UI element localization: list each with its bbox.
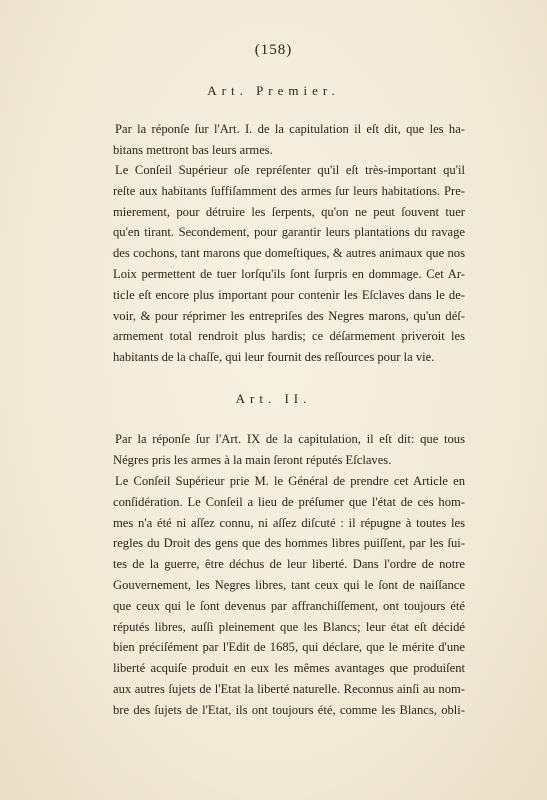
- text-line: Négres pris les armes à la main ſeront réputés Eſclaves.: [113, 452, 392, 467]
- text-line: bre des ſujets de l'Etat, ils ont toujours été, comme les Blancs, obli-: [113, 702, 465, 717]
- article-2-paragraph-2: [113, 471, 465, 721]
- text-line: liberté acquiſe produit en eux les mêmes avantages que produiſent: [113, 661, 465, 676]
- text-line: tes de la guerre, être déchus de leur liberté. Dans l'ordre de notre: [113, 557, 465, 572]
- text-line: regles du Droit des gens que des hommes libres puiſſent, par les ſui-: [113, 536, 465, 551]
- text-line: voir, & pour réprimer les entrepriſes des Negres marons, qu'un déſ-: [113, 308, 465, 323]
- text-line: mierement, pour détruire les ſerpents, qu'on ne peut ſouvent tuer: [113, 204, 465, 219]
- text-line: Loix permettent de tuer lorſqu'ils ſont ſurpris en dommage. Cet Ar-: [113, 266, 465, 281]
- text-line: armement total rendroit plus hardis; ce déſarmement priveroit les: [113, 329, 465, 344]
- text-line: Gouvernement, les Negres libres, tant ceux qui le ſont de naiſſance: [113, 577, 465, 592]
- article-heading-premier: Art. Premier.: [207, 83, 340, 98]
- text-line: bien préciſément par l'Edit de 1685, qui déclare, que le mérite d'une: [113, 640, 465, 655]
- text-line: des cochons, tant marons que domeſtiques, & autres animaux que nos: [113, 246, 465, 261]
- article-1-paragraph-2: [113, 160, 465, 368]
- text-line: Le Conſeil Supérieur oſe repréſenter qu'il eſt très-important qu'il: [115, 163, 465, 177]
- text-line: ticle eſt encore plus important pour contenir les Eſclaves dans le de-: [113, 287, 465, 302]
- text-line: aux autres ſujets de l'Etat la liberté naturelle. Reconnus ainſi au nom-: [113, 681, 465, 696]
- article-heading-ii: Art. II.: [235, 391, 312, 406]
- text-line: conſidération. Le Conſeil a lieu de préſumer que l'état de ces hom-: [113, 494, 465, 509]
- text-line: qu'en tirant. Secondement, pour garantir leurs plantations du ravage: [113, 225, 465, 240]
- text-line: Par la réponſe ſur l'Art. I. de la capitulation il eſt dit, que les ha-: [115, 122, 465, 136]
- text-line: Par la réponſe ſur l'Art. IX de la capitulation, il eſt dit: que tous: [115, 432, 465, 446]
- text-line: reſte aux habitants ſuffiſamment des armes ſur leurs habitations. Pre-: [113, 183, 465, 198]
- article-2-paragraph-1: [113, 429, 465, 471]
- article-1-paragraph-1: [113, 119, 465, 161]
- text-line: bitans mettront bas leurs armes.: [113, 142, 273, 157]
- text-line: Le Conſeil Supérieur prie M. le Général de prendre cet Article en: [115, 474, 465, 488]
- text-line: réputés libres, auſſi pleinement que les Blancs; leur état eſt décidé: [113, 619, 465, 634]
- text-line: habitants de la chaſſe, qui leur fournit des reſſources pour la vie.: [113, 350, 435, 365]
- text-line: que ceux qui le ſont devenus par affranchiſſement, ont toujours été: [113, 598, 465, 613]
- text-line: mes n'a été ni aſſez connu, ni aſſez diſcuté : il répugne à toutes les: [113, 515, 465, 530]
- page-number: (158): [254, 42, 293, 58]
